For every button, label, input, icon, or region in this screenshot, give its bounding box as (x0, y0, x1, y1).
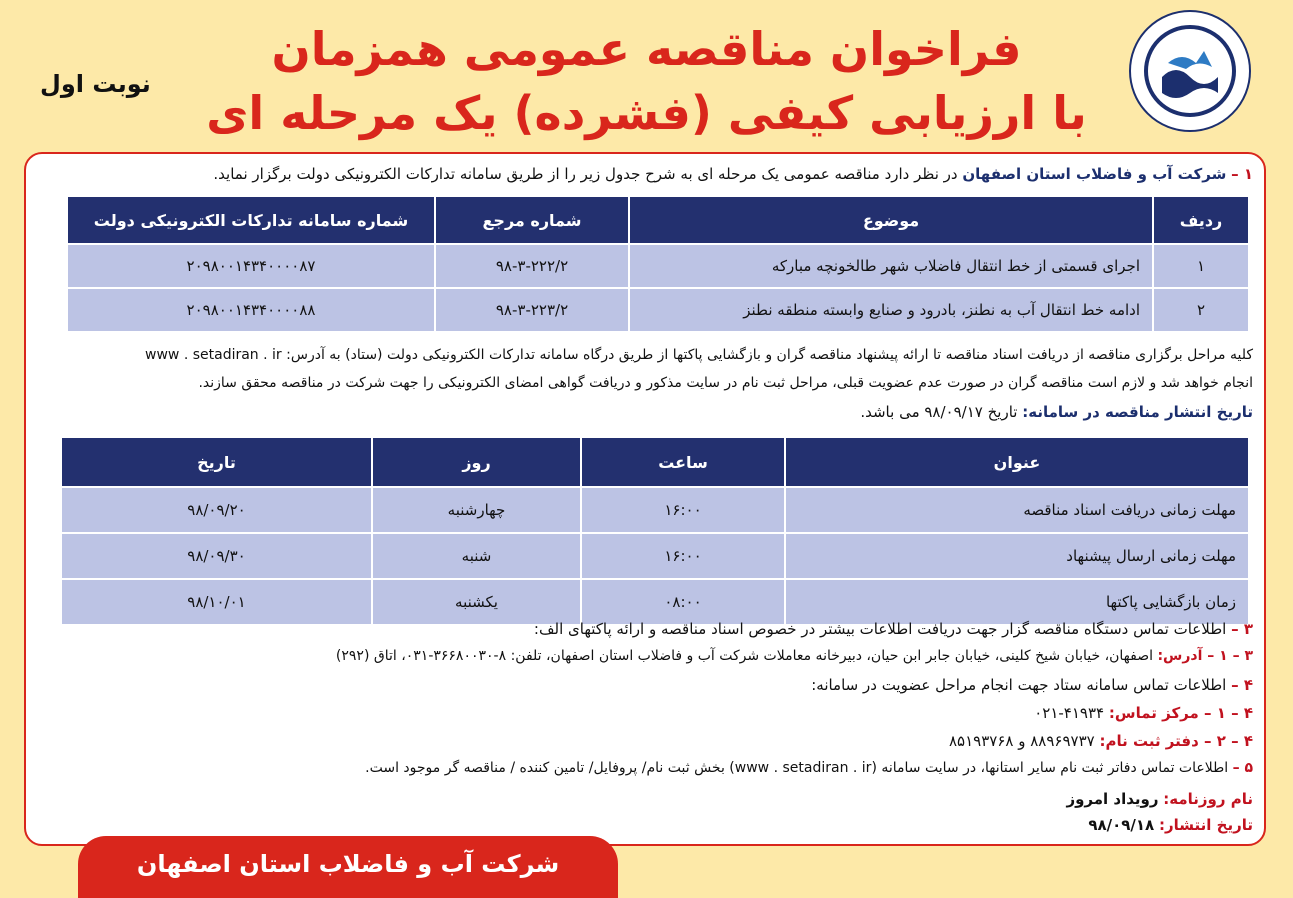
table-header-row (67, 196, 1249, 244)
cell-subject: ادامه خط انتقال آب به نطنز، بادرود و صنایع وابسته منطقه نطنز (629, 288, 1153, 332)
cell-time: ۰۸:۰۰ (581, 579, 785, 625)
footer-banner: شرکت آب و فاضلاب استان اصفهان (78, 836, 618, 898)
cell-time: ۱۶:۰۰ (581, 533, 785, 579)
paragraph-line-1: کلیه مراحل برگزاری مناقصه از دریافت اسناد مناقصه تا ارائه پیشنهاد مناقصه گران و بازگشایی پاکتها از طریق درگاه سامانه تدارکات الکترونیکی دولت (ستاد) به آدرس: www . setadiran . ir (145, 347, 1253, 363)
header-title: عنوان (785, 437, 1249, 487)
section-number: ۴ – (1231, 676, 1253, 694)
section-number: ۱ – (1231, 165, 1253, 183)
cell-date: ۹۸/۰۹/۳۰ (61, 533, 372, 579)
newspaper-label: نام روزنامه: (1163, 790, 1253, 808)
table-row (61, 579, 1249, 625)
cell-date: ۹۸/۱۰/۰۱ (61, 579, 372, 625)
company-name: شرکت آب و فاضلاب استان اصفهان (962, 165, 1227, 183)
newspaper-line (1066, 790, 1253, 808)
page-subtitle: با ارزیابی کیفی (فشرده) یک مرحله ای (206, 86, 1087, 140)
table-row (61, 533, 1249, 579)
table-row (61, 487, 1249, 533)
water-drop-icon (1142, 23, 1238, 119)
registration-numbers: ۸۸۹۶۹۷۳۷ و ۸۵۱۹۳۷۶۸ (949, 732, 1095, 750)
cell-title: زمان بازگشایی پاکتها (785, 579, 1249, 625)
contact-section-3 (534, 620, 1253, 638)
contact-text: اطلاعات تماس سامانه ستاد جهت انجام مراحل عضویت در سامانه: (811, 676, 1227, 694)
pubdate-label: تاریخ انتشار: (1159, 816, 1253, 834)
contact-text: اطلاعات تماس دستگاه مناقصه گزار جهت دریافت اطلاعات بیشتر در خصوص اسناد مناقصه و ارائه پاکتهای الف: (533, 620, 1227, 638)
contact-text: اطلاعات تماس دفاتر ثبت نام سایر استانها، در سایت سامانه (www . setadiran . ir) بخش ثبت نام/ پروفایل/ تامین کننده / مناقصه گر موجود است. (365, 760, 1229, 776)
section-number: ۵ – (1232, 760, 1253, 776)
cell-reference: ۹۸-۳-۲۲۲/۲ (435, 244, 629, 288)
cell-title: مهلت زمانی دریافت اسناد مناقصه (785, 487, 1249, 533)
header-date: تاریخ (61, 437, 372, 487)
publish-date-line (860, 403, 1253, 421)
cell-title: مهلت زمانی ارسال پیشنهاد (785, 533, 1249, 579)
header-time: ساعت (581, 437, 785, 487)
table-row (67, 288, 1249, 332)
pubdate-value: ۹۸/۰۹/۱۸ (1088, 816, 1155, 834)
cell-reference: ۹۸-۳-۲۲۳/۲ (435, 288, 629, 332)
cell-system-number: ۲۰۹۸۰۰۱۴۳۴۰۰۰۰۸۷ (67, 244, 435, 288)
table-row (67, 244, 1249, 288)
header-day: روز (372, 437, 581, 487)
contact-section-4 (811, 676, 1253, 694)
cell-day: شنبه (372, 533, 581, 579)
cell-time: ۱۶:۰۰ (581, 487, 785, 533)
publish-date-text: تاریخ ۹۸/۰۹/۱۷ می باشد. (860, 403, 1018, 421)
round-label: نوبت اول (40, 70, 151, 98)
header-reference: شماره مرجع (435, 196, 629, 244)
contact-call-center (1034, 704, 1253, 722)
page-title: فراخوان مناقصه عمومی همزمان (271, 22, 1022, 76)
newspaper-value: رویداد امروز (1066, 790, 1159, 808)
call-center-label: ۴ – ۱ – مرکز تماس: (1108, 704, 1253, 722)
cell-date: ۹۸/۰۹/۲۰ (61, 487, 372, 533)
cell-system-number: ۲۰۹۸۰۰۱۴۳۴۰۰۰۰۸۸ (67, 288, 435, 332)
contact-address (336, 648, 1253, 664)
contact-registration-office (949, 732, 1253, 750)
schedule-table (60, 436, 1250, 626)
cell-day: یکشنبه (372, 579, 581, 625)
pubdate-line (1088, 816, 1253, 834)
header-row-number: ردیف (1153, 196, 1249, 244)
publish-date-label: تاریخ انتشار مناقصه در سامانه: (1022, 403, 1253, 421)
table-header-row (61, 437, 1249, 487)
intro-text: در نظر دارد مناقصه عمومی یک مرحله ای به شرح جدول زیر را از طریق سامانه تدارکات الکترونیکی دولت برگزار نماید. (213, 165, 958, 183)
call-center-number: ۴۱۹۳۴-۰۲۱ (1034, 704, 1105, 722)
intro-line (213, 165, 1253, 183)
cell-row-number: ۱ (1153, 244, 1249, 288)
registration-label: ۴ – ۲ – دفتر ثبت نام: (1099, 732, 1253, 750)
contact-section-5 (365, 760, 1253, 776)
address-label: ۳ – ۱ – آدرس: (1157, 648, 1253, 664)
cell-subject: اجرای قسمتی از خط انتقال فاضلاب شهر طالخونچه مبارکه (629, 244, 1153, 288)
paragraph-line-2: انجام خواهد شد و لازم است مناقصه گران در صورت عدم عضویت قبلی، مراحل ثبت نام در سایت مذکور و دریافت گواهی امضای الکترونیکی را جهت شرکت در مناقصه محقق سازند. (198, 375, 1253, 391)
header-system-number: شماره سامانه تدارکات الکترونیکی دولت (67, 196, 435, 244)
tender-table (66, 195, 1250, 333)
header-subject: موضوع (629, 196, 1153, 244)
address-text: اصفهان، خیابان شیخ کلینی، خیابان جابر ابن حیان، دبیرخانه معاملات شرکت آب و فاضلاب استان اصفهان، تلفن: ۸-۳۶۶۸۰۰۳۰-۰۳۱، اتاق (۲۹۲) (335, 648, 1153, 664)
cell-day: چهارشنبه (372, 487, 581, 533)
company-logo (1129, 10, 1251, 132)
section-number: ۳ – (1231, 620, 1253, 638)
cell-row-number: ۲ (1153, 288, 1249, 332)
